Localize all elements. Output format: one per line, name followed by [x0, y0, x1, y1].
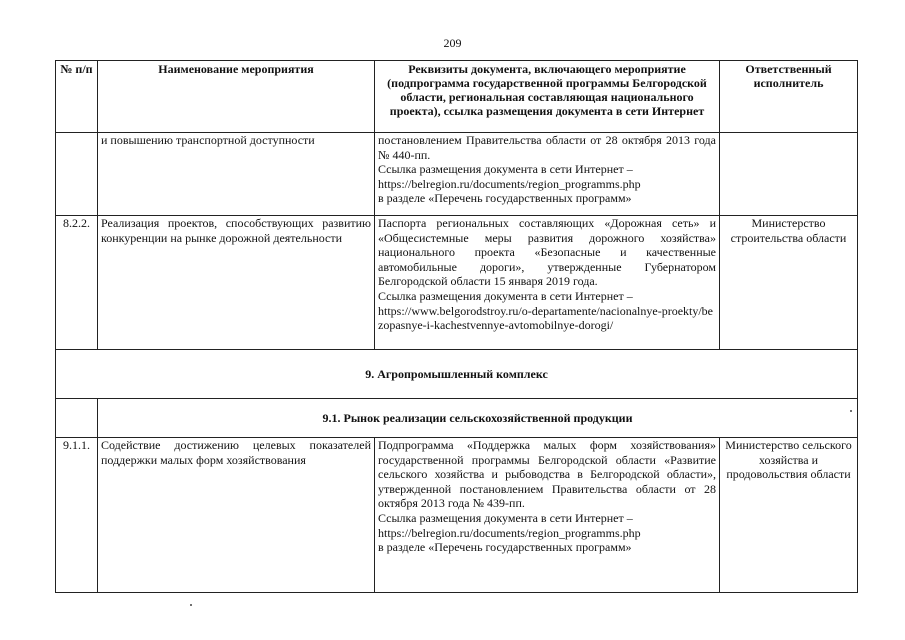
- subsection-title: 9.1. Рынок реализации сельскохозяйственной продукции: [98, 399, 858, 438]
- subsection-spacer: [56, 399, 98, 438]
- row-responsible: Министерство сельского хозяйства и продовольствия области: [720, 438, 858, 593]
- row-requisites: [375, 438, 720, 593]
- requisites-text: Паспорта региональных составляющих «Дорожная сеть» и «Общесистемные меры развития дорожного хозяйства» национального проекта «Безопасные и качественные автомобильные дороги», утвержденные Губернатором Белгородской области 15 января 2019 года.: [378, 216, 716, 289]
- row-responsible: Министерство строительства области: [720, 216, 858, 350]
- table-row: [56, 216, 858, 350]
- link-section: в разделе «Перечень государственных программ»: [378, 540, 632, 555]
- row-requisites: [375, 216, 720, 350]
- document-link[interactable]: https://www.belgorodstroy.ru/o-departamente/nacionalnye-proekty/bezopasnye-i-kachestvennye-avtomobilnye-dorogi/: [378, 303, 714, 333]
- row-name: и повышению транспортной доступности: [98, 133, 375, 216]
- document-link[interactable]: https://belregion.ru/documents/region_programms.php: [378, 525, 641, 540]
- row-num: 8.2.2.: [56, 216, 98, 350]
- page-number: 209: [443, 36, 462, 50]
- scan-speck: [850, 410, 852, 412]
- measures-table: [55, 60, 858, 593]
- table-row: [56, 133, 858, 216]
- link-label: Ссылка размещения документа в сети Интернет –: [378, 510, 633, 525]
- header-requisites: Реквизиты документа, включающего мероприятие (подпрограмма государственной программы Белгородской области, региональная составляющая национального проекта), ссылка размещения документа в сети Интернет: [375, 61, 720, 133]
- link-label: Ссылка размещения документа в сети Интернет –: [378, 288, 633, 303]
- table-header-row: [56, 61, 858, 133]
- row-name: Реализация проектов, способствующих развитию конкуренции на рынке дорожной деятельности: [98, 216, 375, 350]
- requisites-text: постановлением Правительства области от 28 октября 2013 года № 440-пп.: [378, 133, 716, 162]
- row-requisites: [375, 133, 720, 216]
- row-name: Содействие достижению целевых показателей поддержки малых форм хозяйствования: [98, 438, 375, 593]
- link-section: в разделе «Перечень государственных программ»: [378, 191, 632, 206]
- document-link[interactable]: https://belregion.ru/documents/region_programms.php: [378, 176, 641, 191]
- table-row: [56, 438, 858, 593]
- row-responsible: [720, 133, 858, 216]
- row-num: 9.1.1.: [56, 438, 98, 593]
- header-responsible: Ответственный исполнитель: [720, 61, 858, 133]
- row-num: [56, 133, 98, 216]
- link-label: Ссылка размещения документа в сети Интернет –: [378, 162, 633, 177]
- section-row: [56, 350, 858, 399]
- header-name: Наименование мероприятия: [98, 61, 375, 133]
- subsection-row: [56, 399, 858, 438]
- section-title: 9. Агропромышленный комплекс: [56, 350, 858, 399]
- requisites-text: Подпрограмма «Поддержка малых форм хозяйствования» государственной программы Белгородской области «Развитие сельского хозяйства и рыбоводства в Белгородской области», утвержденной постановлением Правительства области от 28 октября 2013 года № 439-пп.: [378, 438, 716, 511]
- header-num: № п/п: [56, 61, 98, 133]
- scan-speck: [190, 604, 192, 606]
